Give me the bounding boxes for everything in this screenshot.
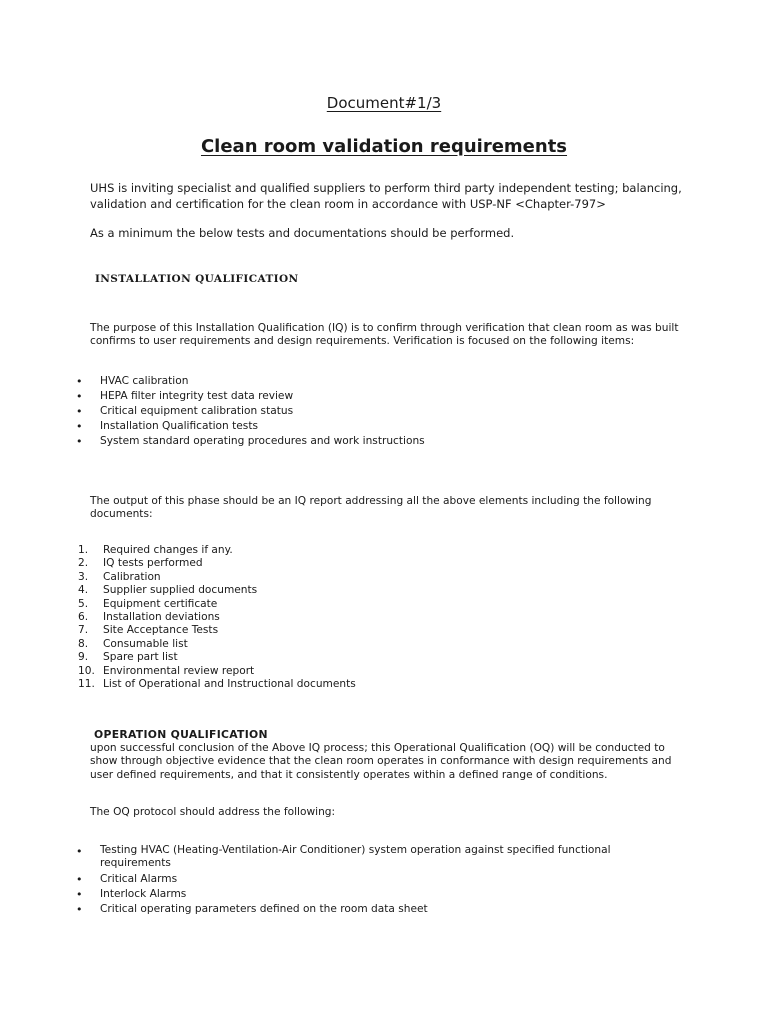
list-number: 10. [78, 664, 95, 677]
list-item-text: Environmental review report [103, 664, 255, 677]
bullet-icon: • [76, 390, 83, 404]
bullet-icon: • [76, 845, 83, 858]
list-item [78, 544, 356, 557]
list-item [78, 665, 356, 678]
list-number: 1. [78, 544, 89, 556]
list-item-text: Supplier supplied documents [103, 584, 258, 597]
list-item-text: Critical operating parameters defined on the room data sheet [100, 902, 428, 915]
list-item-text: Critical Alarms [100, 872, 178, 885]
bullet-icon: • [76, 902, 83, 916]
iq-heading: INSTALLATION QUALIFICATION [95, 273, 299, 285]
list-item-text: HVAC calibration [100, 375, 189, 387]
list-item [76, 872, 640, 887]
list-item-text: Site Acceptance Tests [103, 624, 219, 637]
list-item-text: Installation Qualification tests [100, 420, 258, 433]
list-item-text: HEPA filter integrity test data review [100, 390, 294, 403]
list-item [76, 419, 425, 434]
iq-output-paragraph: The output of this phase should be an IQ report addressing all the above elements including the following documents: [90, 495, 652, 521]
list-number: 2. [78, 557, 89, 570]
minimum-paragraph: As a minimum the below tests and documentations should be performed. [90, 226, 515, 240]
list-item-text: Required changes if any. [103, 544, 233, 556]
list-item [78, 624, 356, 637]
bullet-icon: • [76, 420, 83, 434]
list-item-text: Testing HVAC (Heating-Ventilation-Air Conditioner) system operation against specified functional requirements [100, 844, 611, 870]
list-item [76, 404, 425, 419]
iq-items-list [76, 374, 425, 449]
list-number: 7. [78, 624, 89, 637]
list-item [78, 584, 356, 597]
list-item [78, 638, 356, 651]
iq-purpose-paragraph: The purpose of this Installation Qualification (IQ) is to confirm through verification that clean room as was built confirms to user requirements and design requirements. Verification is focused on the following items: [90, 322, 679, 348]
list-item-text: Consumable list [103, 637, 188, 650]
oq-description-paragraph: upon successful conclusion of the Above IQ process; this Operational Qualification (OQ) will be conducted to show through objective evidence that the clean room operates in conformance with design requirements and user defined requirements, and that it consistently operates within a defined range of conditions. [90, 742, 672, 781]
list-item-text: List of Operational and Instructional documents [103, 678, 356, 691]
list-number: 6. [78, 611, 89, 624]
bullet-icon: • [76, 887, 83, 901]
list-number: 8. [78, 637, 89, 650]
list-number: 11. [78, 678, 95, 691]
document-title: Clean room validation requirements [200, 136, 568, 157]
oq-heading: OPERATION QUALIFICATION [94, 728, 268, 741]
document-number: Document#1/3 [326, 94, 442, 112]
list-item [78, 598, 356, 611]
bullet-icon: • [76, 405, 83, 419]
list-item-text: Spare part list [103, 651, 178, 664]
list-item-text: System standard operating procedures and work instructions [100, 435, 425, 448]
list-item-text: IQ tests performed [103, 557, 203, 570]
list-item-text: Interlock Alarms [100, 887, 187, 900]
bullet-icon: • [76, 872, 83, 886]
list-number: 9. [78, 651, 89, 664]
list-item [76, 434, 425, 449]
list-item-text: Calibration [103, 570, 161, 583]
list-item-text: Equipment certificate [103, 597, 218, 610]
list-number: 3. [78, 570, 89, 583]
bullet-icon: • [76, 435, 83, 449]
list-item [78, 557, 356, 570]
intro-paragraph: UHS is inviting specialist and qualified suppliers to perform third party independent testing; balancing, validation and certification for the clean room in accordance with USP-NF <Chapter-797> [90, 181, 682, 211]
list-number: 4. [78, 584, 89, 597]
oq-items-list [76, 844, 640, 917]
list-item [76, 389, 425, 404]
list-item [78, 678, 356, 691]
bullet-icon: • [76, 375, 83, 388]
oq-protocol-paragraph: The OQ protocol should address the following: [90, 806, 336, 818]
list-number: 5. [78, 597, 89, 610]
list-item [76, 374, 425, 389]
list-item [78, 571, 356, 584]
list-item [76, 902, 640, 917]
list-item [78, 651, 356, 664]
list-item-text: Critical equipment calibration status [100, 405, 294, 418]
list-item [76, 844, 640, 871]
iq-documents-list [78, 544, 356, 691]
list-item [76, 887, 640, 902]
list-item [78, 611, 356, 624]
list-item-text: Installation deviations [103, 611, 220, 624]
